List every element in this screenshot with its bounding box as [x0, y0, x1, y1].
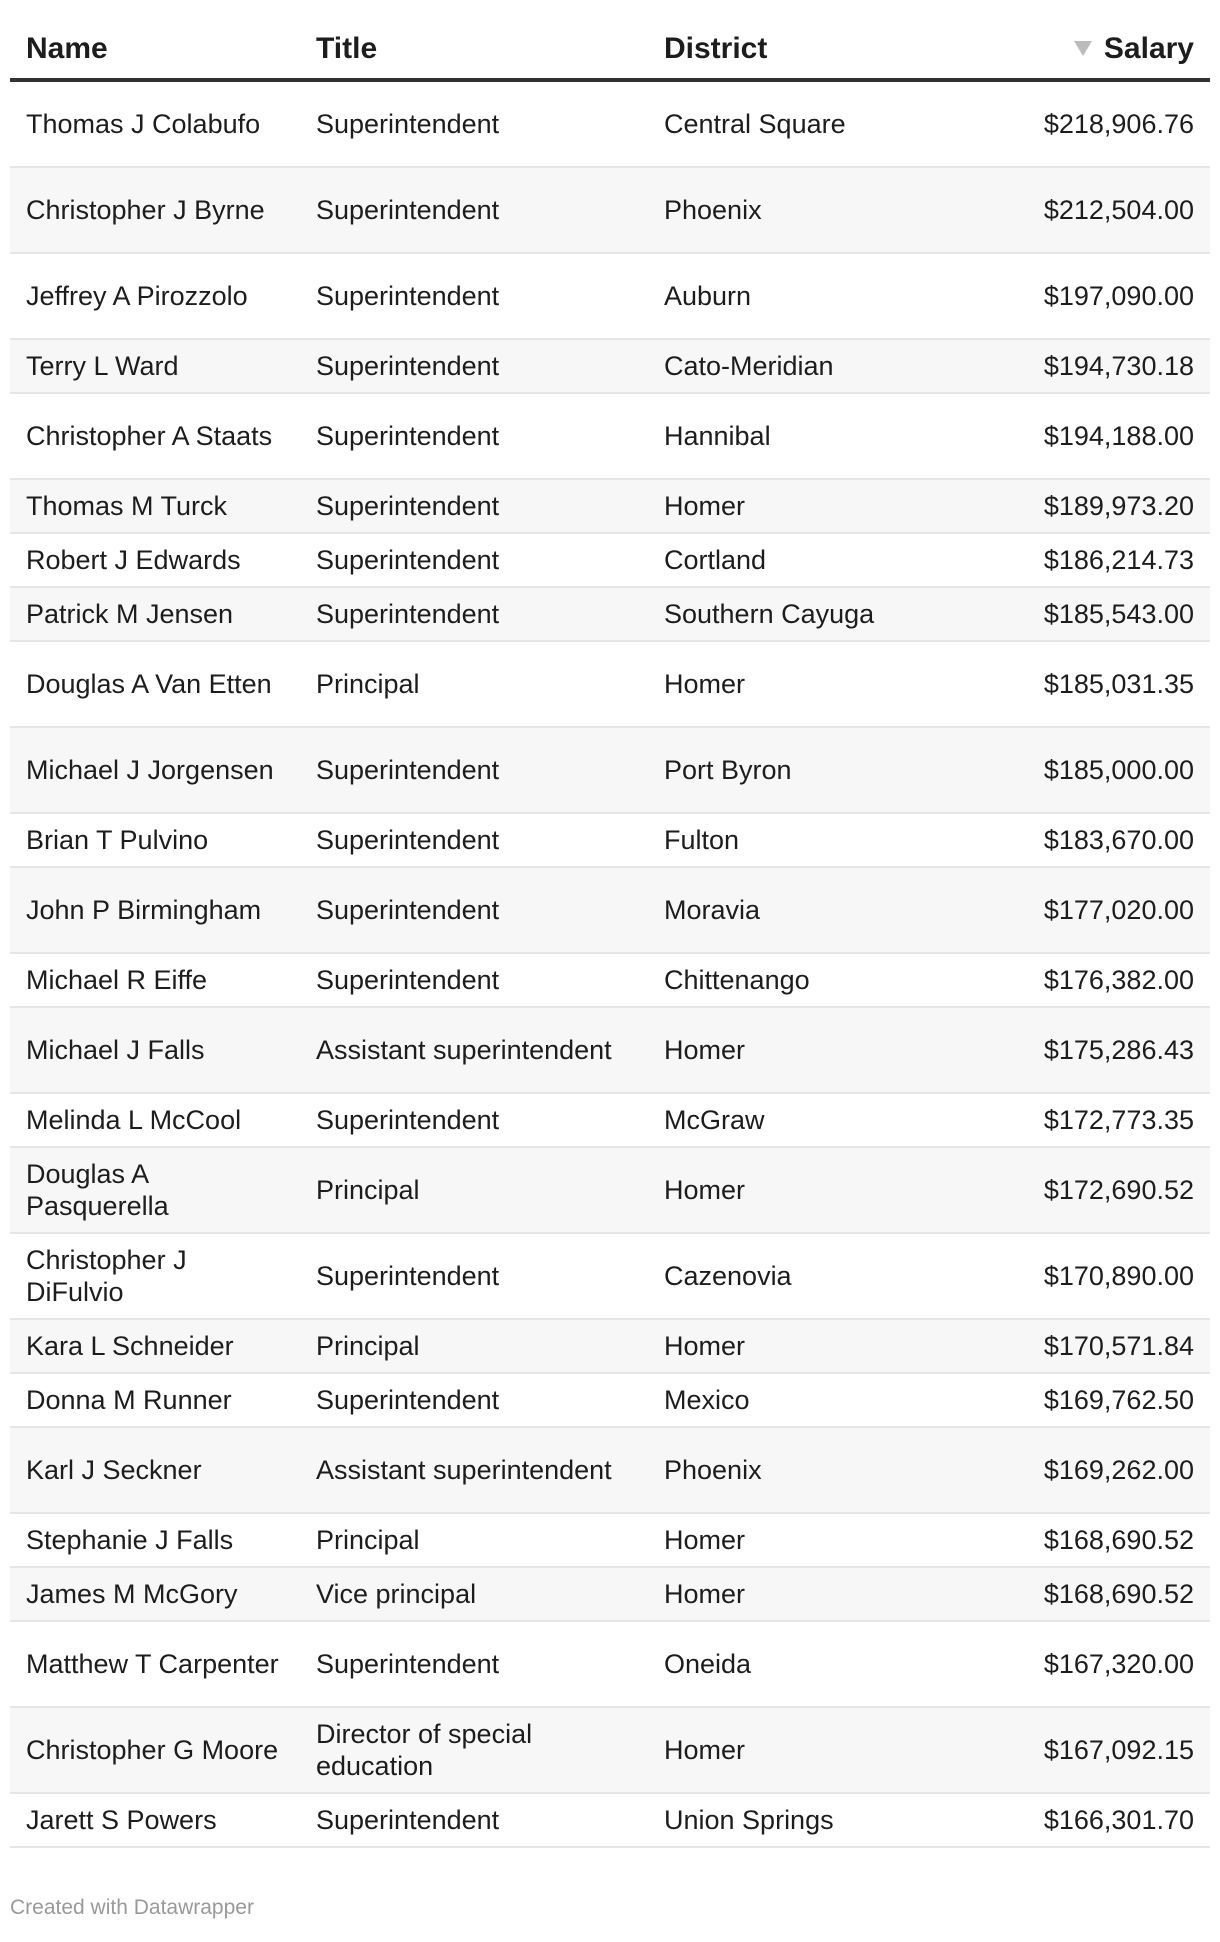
- cell-district: Port Byron: [648, 727, 988, 813]
- cell-name: Christopher A Staats: [10, 393, 300, 479]
- cell-name: Thomas M Turck: [10, 479, 300, 533]
- cell-district: Phoenix: [648, 1427, 988, 1513]
- cell-name: Donna M Runner: [10, 1373, 300, 1427]
- cell-name: John P Birmingham: [10, 867, 300, 953]
- cell-title: Superintendent: [300, 479, 648, 533]
- cell-salary: $185,543.00: [988, 587, 1210, 641]
- cell-title: Superintendent: [300, 1233, 648, 1319]
- cell-district: Homer: [648, 1513, 988, 1567]
- cell-name: Michael R Eiffe: [10, 953, 300, 1007]
- cell-district: Cortland: [648, 533, 988, 587]
- cell-salary: $212,504.00: [988, 167, 1210, 253]
- table-row: [10, 1093, 1210, 1147]
- cell-salary: $218,906.76: [988, 80, 1210, 167]
- column-header-district[interactable]: [648, 20, 988, 80]
- cell-title: Superintendent: [300, 80, 648, 167]
- cell-district: Southern Cayuga: [648, 587, 988, 641]
- table-row: [10, 1007, 1210, 1093]
- cell-title: Principal: [300, 1319, 648, 1373]
- cell-district: Cato-Meridian: [648, 339, 988, 393]
- table-row: [10, 867, 1210, 953]
- cell-title: Superintendent: [300, 1621, 648, 1707]
- cell-name: Michael J Jorgensen: [10, 727, 300, 813]
- cell-salary: $168,690.52: [988, 1567, 1210, 1621]
- cell-name: Patrick M Jensen: [10, 587, 300, 641]
- column-header-salary[interactable]: [988, 20, 1210, 80]
- cell-title: Superintendent: [300, 867, 648, 953]
- cell-title: Superintendent: [300, 727, 648, 813]
- table-row: [10, 1793, 1210, 1847]
- cell-district: Moravia: [648, 867, 988, 953]
- cell-name: Michael J Falls: [10, 1007, 300, 1093]
- cell-district: Auburn: [648, 253, 988, 339]
- cell-name: Douglas A Van Etten: [10, 641, 300, 727]
- cell-name: Thomas J Colabufo: [10, 80, 300, 167]
- table-row: [10, 1319, 1210, 1373]
- cell-name: Stephanie J Falls: [10, 1513, 300, 1567]
- cell-title: Director of special education: [300, 1707, 648, 1793]
- cell-title: Superintendent: [300, 1793, 648, 1847]
- cell-title: Superintendent: [300, 339, 648, 393]
- cell-salary: $194,730.18: [988, 339, 1210, 393]
- cell-district: Hannibal: [648, 393, 988, 479]
- cell-district: Phoenix: [648, 167, 988, 253]
- cell-salary: $186,214.73: [988, 533, 1210, 587]
- cell-salary: $176,382.00: [988, 953, 1210, 1007]
- cell-district: Homer: [648, 1707, 988, 1793]
- cell-salary: $175,286.43: [988, 1007, 1210, 1093]
- cell-district: Homer: [648, 641, 988, 727]
- table-row: [10, 727, 1210, 813]
- column-header-name[interactable]: [10, 20, 300, 80]
- cell-salary: $197,090.00: [988, 253, 1210, 339]
- cell-salary: $169,762.50: [988, 1373, 1210, 1427]
- cell-title: Superintendent: [300, 813, 648, 867]
- cell-salary: $185,000.00: [988, 727, 1210, 813]
- cell-district: Fulton: [648, 813, 988, 867]
- column-header-title-label: Title: [316, 32, 378, 65]
- table-row: [10, 1233, 1210, 1319]
- cell-title: Superintendent: [300, 253, 648, 339]
- cell-title: Assistant superintendent: [300, 1427, 648, 1513]
- cell-salary: $169,262.00: [988, 1427, 1210, 1513]
- cell-name: Christopher G Moore: [10, 1707, 300, 1793]
- cell-name: Douglas A Pasquerella: [10, 1147, 300, 1233]
- table-row: [10, 479, 1210, 533]
- table-row: [10, 1621, 1210, 1707]
- cell-title: Superintendent: [300, 953, 648, 1007]
- table-row: [10, 167, 1210, 253]
- cell-title: Superintendent: [300, 533, 648, 587]
- column-header-salary-label: Salary: [1103, 32, 1194, 65]
- table-row: [10, 1147, 1210, 1233]
- cell-name: Jarett S Powers: [10, 1793, 300, 1847]
- table-row: [10, 1567, 1210, 1621]
- cell-title: Vice principal: [300, 1567, 648, 1621]
- table-row: [10, 393, 1210, 479]
- table-row: [10, 1513, 1210, 1567]
- cell-name: Christopher J DiFulvio: [10, 1233, 300, 1319]
- cell-district: Homer: [648, 1319, 988, 1373]
- cell-salary: $168,690.52: [988, 1513, 1210, 1567]
- column-header-district-label: District: [664, 32, 768, 65]
- table-row: [10, 953, 1210, 1007]
- footer-credit: Created with Datawrapper: [10, 1896, 254, 1919]
- cell-name: Christopher J Byrne: [10, 167, 300, 253]
- cell-district: Union Springs: [648, 1793, 988, 1847]
- table-row: [10, 533, 1210, 587]
- cell-title: Superintendent: [300, 587, 648, 641]
- cell-district: Homer: [648, 1007, 988, 1093]
- cell-salary: $172,773.35: [988, 1093, 1210, 1147]
- header-row: [10, 20, 1210, 80]
- cell-name: Terry L Ward: [10, 339, 300, 393]
- cell-district: McGraw: [648, 1093, 988, 1147]
- cell-salary: $167,092.15: [988, 1707, 1210, 1793]
- cell-name: Brian T Pulvino: [10, 813, 300, 867]
- cell-name: Jeffrey A Pirozzolo: [10, 253, 300, 339]
- table-row: [10, 587, 1210, 641]
- cell-salary: $183,670.00: [988, 813, 1210, 867]
- cell-district: Homer: [648, 1567, 988, 1621]
- sort-descending-icon: [1074, 41, 1092, 56]
- cell-title: Principal: [300, 641, 648, 727]
- table-body: [10, 80, 1210, 1847]
- salary-table: [10, 20, 1210, 1848]
- cell-title: Superintendent: [300, 1093, 648, 1147]
- table-header: [10, 20, 1210, 80]
- table-row: [10, 1427, 1210, 1513]
- cell-name: Matthew T Carpenter: [10, 1621, 300, 1707]
- cell-name: Kara L Schneider: [10, 1319, 300, 1373]
- cell-title: Principal: [300, 1513, 648, 1567]
- salary-table-container: [10, 20, 1210, 1848]
- cell-salary: $166,301.70: [988, 1793, 1210, 1847]
- table-row: [10, 80, 1210, 167]
- cell-name: James M McGory: [10, 1567, 300, 1621]
- cell-title: Superintendent: [300, 167, 648, 253]
- cell-district: Chittenango: [648, 953, 988, 1007]
- table-row: [10, 813, 1210, 867]
- cell-salary: $177,020.00: [988, 867, 1210, 953]
- cell-salary: $194,188.00: [988, 393, 1210, 479]
- cell-district: Homer: [648, 479, 988, 533]
- cell-salary: $189,973.20: [988, 479, 1210, 533]
- cell-district: Cazenovia: [648, 1233, 988, 1319]
- cell-district: Homer: [648, 1147, 988, 1233]
- cell-salary: $170,571.84: [988, 1319, 1210, 1373]
- cell-salary: $167,320.00: [988, 1621, 1210, 1707]
- cell-salary: $185,031.35: [988, 641, 1210, 727]
- cell-title: Superintendent: [300, 393, 648, 479]
- cell-title: Principal: [300, 1147, 648, 1233]
- column-header-title[interactable]: [300, 20, 648, 80]
- table-row: [10, 253, 1210, 339]
- table-row: [10, 1373, 1210, 1427]
- column-header-name-label: Name: [26, 32, 108, 65]
- cell-district: Central Square: [648, 80, 988, 167]
- cell-title: Superintendent: [300, 1373, 648, 1427]
- cell-title: Assistant superintendent: [300, 1007, 648, 1093]
- cell-salary: $172,690.52: [988, 1147, 1210, 1233]
- cell-name: Melinda L McCool: [10, 1093, 300, 1147]
- cell-district: Oneida: [648, 1621, 988, 1707]
- cell-name: Robert J Edwards: [10, 533, 300, 587]
- cell-name: Karl J Seckner: [10, 1427, 300, 1513]
- table-row: [10, 641, 1210, 727]
- cell-salary: $170,890.00: [988, 1233, 1210, 1319]
- table-row: [10, 339, 1210, 393]
- cell-district: Mexico: [648, 1373, 988, 1427]
- table-row: [10, 1707, 1210, 1793]
